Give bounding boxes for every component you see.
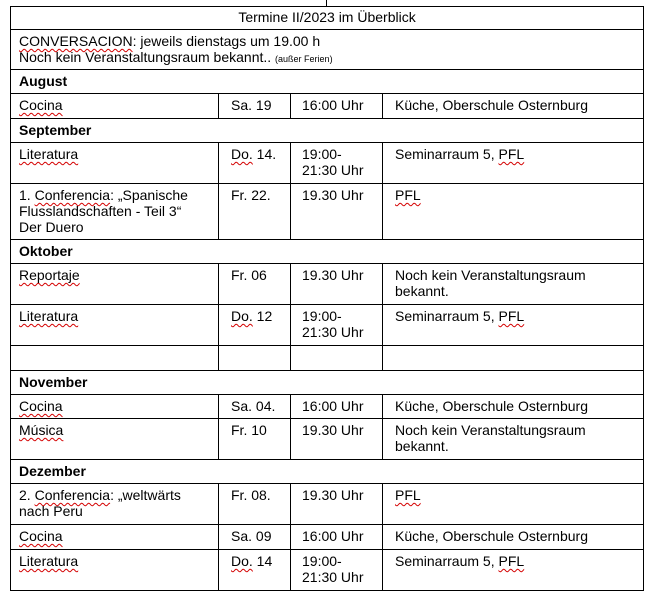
event-time: 16:00 Uhr [291, 525, 383, 550]
event-time-end: 21:30 Uhr [302, 324, 364, 340]
empty-cell [291, 346, 383, 371]
event-place: Küche, Oberschule Osternburg [383, 395, 644, 419]
event-name [11, 484, 219, 525]
empty-cell [219, 346, 291, 371]
event-time-end: 21:30 Uhr [302, 162, 364, 178]
event-name-text: Reportaje [19, 267, 80, 283]
event-time: 19.30 Uhr [291, 264, 383, 305]
event-date [219, 305, 291, 346]
table-row [11, 264, 644, 305]
event-date-num: 12 [252, 308, 273, 324]
event-name [11, 143, 219, 184]
event-name-text: Literatura [19, 146, 79, 162]
event-place-room: Seminarraum 5, [395, 146, 499, 162]
event-place: Küche, Oberschule Osternburg [383, 525, 644, 550]
table-row [11, 184, 644, 240]
event-name-text: Cocina [19, 97, 63, 113]
empty-cell [11, 346, 219, 371]
event-name-keyword: Conferencia [34, 487, 111, 503]
event-name [11, 184, 219, 240]
event-name [11, 395, 219, 419]
event-place-pfl: PFL [395, 487, 421, 503]
month-august: August [11, 70, 644, 94]
event-date: Fr. 08. [219, 484, 291, 525]
event-name-line2: Flusslandschaften - Teil 3“ [19, 203, 182, 219]
table-row [11, 395, 644, 419]
event-time-start: 19:00- [302, 308, 342, 324]
title-row [11, 7, 644, 30]
month-november: November [11, 371, 644, 395]
event-time: 19.30 Uhr [291, 484, 383, 525]
table-row [11, 484, 644, 525]
event-name-title: : „weltwärts [110, 487, 181, 503]
event-place-pfl: PFL [498, 308, 525, 324]
event-name-title: : „Spanische [110, 187, 188, 203]
event-place-line1: Noch kein Veranstaltungsraum [395, 422, 586, 438]
event-name-text: Literatura [19, 553, 79, 569]
event-time: 16:00 Uhr [291, 94, 383, 119]
event-name-text: Literatura [19, 308, 79, 324]
event-name [11, 525, 219, 550]
event-date-day: Do. [231, 146, 253, 162]
event-date: Sa. 09 [219, 525, 291, 550]
event-name [11, 419, 219, 460]
event-place: Küche, Oberschule Osternburg [383, 94, 644, 119]
event-place-room: Seminarraum 5, [395, 308, 499, 324]
month-row [11, 371, 644, 395]
table-row [11, 419, 644, 460]
event-name [11, 264, 219, 305]
event-place-pfl: PFL [498, 146, 525, 162]
month-row [11, 119, 644, 143]
table-row [11, 143, 644, 184]
event-place [383, 484, 644, 525]
month-row [11, 70, 644, 94]
empty-row [11, 346, 644, 371]
info-line1: : jeweils dienstags um 19.00 h [132, 33, 321, 49]
event-place-room: Seminarraum 5, [395, 553, 499, 569]
event-date: Sa. 04. [219, 395, 291, 419]
event-time-start: 19:00- [302, 146, 342, 162]
table-row [11, 305, 644, 346]
event-place-pfl: PFL [395, 187, 421, 203]
event-name-line2: nach Peru [19, 503, 83, 519]
event-place [383, 184, 644, 240]
event-date [219, 550, 291, 591]
event-time-start: 19:00- [302, 553, 342, 569]
event-date [219, 143, 291, 184]
table-row [11, 525, 644, 550]
event-date: Sa. 19 [219, 94, 291, 119]
month-row [11, 460, 644, 484]
empty-cell [383, 346, 644, 371]
event-name-text: Música [19, 422, 64, 438]
event-place [383, 550, 644, 591]
table-title: Termine II/2023 im Überblick [11, 7, 644, 30]
month-oktober: Oktober [11, 240, 644, 264]
event-place-line2: bekannt. [395, 438, 449, 454]
event-place-line1: Noch kein Veranstaltungsraum [395, 267, 586, 283]
event-time: 19.30 Uhr [291, 419, 383, 460]
month-september: September [11, 119, 644, 143]
event-date: Fr. 06 [219, 264, 291, 305]
event-name [11, 94, 219, 119]
table-row [11, 550, 644, 591]
month-dezember: Dezember [11, 460, 644, 484]
table-row [11, 94, 644, 119]
event-date-day: Do. [231, 553, 253, 569]
event-time: 19.30 Uhr [291, 184, 383, 240]
event-place [383, 419, 644, 460]
event-date: Fr. 10 [219, 419, 291, 460]
event-date-day: Do. [231, 308, 253, 324]
month-row [11, 240, 644, 264]
event-date-num: 14. [252, 146, 277, 162]
info-keyword: CONVERSACION [19, 33, 133, 49]
event-time-end: 21:30 Uhr [302, 569, 364, 585]
event-place [383, 143, 644, 184]
schedule-table [10, 6, 644, 591]
event-place [383, 305, 644, 346]
info-cell [11, 30, 644, 70]
info-note: (außer Ferien) [275, 54, 333, 64]
event-name-number: 1. [19, 187, 35, 203]
event-name-text: Cocina [19, 398, 63, 414]
event-name [11, 305, 219, 346]
event-time [291, 143, 383, 184]
event-name [11, 550, 219, 591]
event-name-line3: Der Duero [19, 219, 84, 235]
event-name-keyword: Conferencia [34, 187, 111, 203]
info-row [11, 30, 644, 70]
event-time: 16:00 Uhr [291, 395, 383, 419]
event-place-line2: bekannt. [395, 283, 449, 299]
event-date-num: 14 [252, 553, 273, 569]
event-time [291, 550, 383, 591]
event-place [383, 264, 644, 305]
event-name-number: 2. [19, 487, 35, 503]
event-time [291, 305, 383, 346]
info-line2: Noch kein Veranstaltungsraum bekannt.. [19, 49, 272, 65]
event-date: Fr. 22. [219, 184, 291, 240]
event-place-pfl: PFL [498, 553, 525, 569]
event-name-text: Cocina [19, 528, 63, 544]
